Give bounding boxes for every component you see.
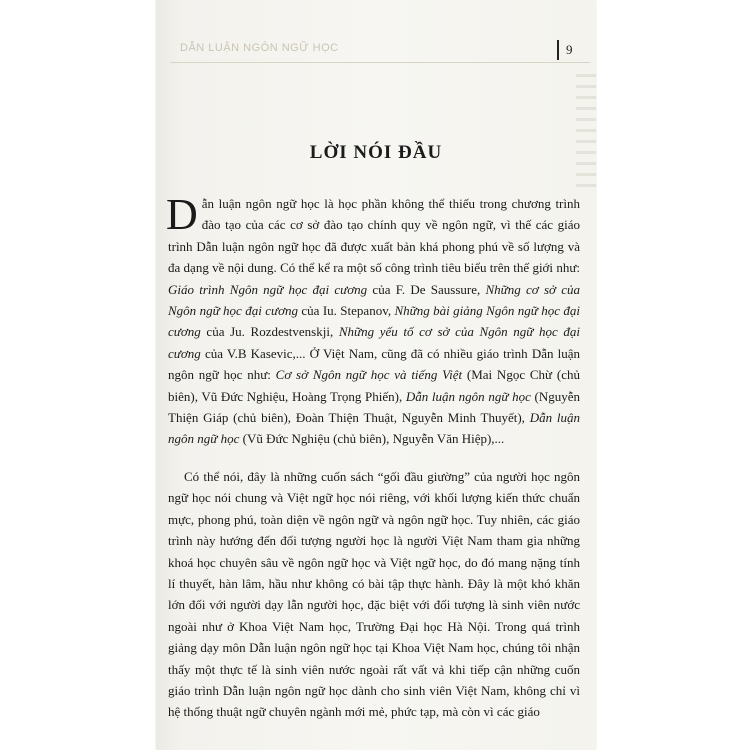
running-header-title: DẪN LUẬN NGÔN NGỮ HỌC (180, 42, 339, 54)
drop-cap: D (166, 190, 198, 239)
text-run: ẫn luận ngôn ngữ học là học phần không thể thiếu trong chương trình đào tạo của các cơ sở đào tạo chính quy về ngôn ngữ, vì thế các giáo trình Dẫn luận ngôn ngữ học đã được xuất bản khá phong phú về số lượng và đa dạng về nội dung. Có thể kể ra một số công trình tiêu biểu trên thế giới như: (168, 196, 580, 276)
text-run: của F. De Saussure, (367, 281, 486, 297)
text-run: (Vũ Đức Nghiệu (chủ biên), Nguyễn Văn Hiệp),... (239, 431, 505, 447)
body-text (166, 190, 580, 739)
book-title: Cơ sở Ngôn ngữ học và tiếng Việt (275, 367, 463, 383)
page-number: 9 (566, 42, 573, 57)
text-run: của Ju. Rozdestvenskji, (200, 324, 339, 340)
paragraph-2: Có thể nói, đây là những cuốn sách “gối đầu giường” của người học ngôn ngữ học nói chung và Việt ngữ học nói riêng, với khối lượng kiến thức chuẩn mực, phong phú, toàn diện về ngôn ngữ và ngôn ngữ học. Tuy nhiên, các giáo trình này hướng đến đối tượng người học là người Việt Nam tham gia những khoá học chuyên sâu về ngôn ngữ học và Việt ngữ học, do đó mang nặng tính lí thuyết, hàn lâm, hầu như không có bài tập thực hành. Đây là một khó khăn lớn đối với người dạy lẫn người học, đặc biệt với đối tượng là sinh viên nước ngoài như ở Khoa Việt Nam học, Trường Đại học Hà Nội. Trong quá trình giảng dạy môn Dẫn luận ngôn ngữ học tại Khoa Việt Nam học, chúng tôi nhận thấy một thực tế là sinh viên nước ngoài rất vất vả khi tiếp cận những cuốn giáo trình Dẫn luận ngôn ngữ học dành cho sinh viên Việt Nam, không chỉ vì hệ thống thuật ngữ chuyên ngành mới mẻ, phức tạp, mà còn vì các giáo (168, 468, 580, 720)
book-page (156, 0, 596, 750)
header-divider (557, 40, 559, 60)
book-title: Dẫn luận ngôn ngữ học (405, 388, 531, 404)
book-title: Dẫn luận ngôn ngữ học (168, 410, 580, 447)
paragraph-1 (166, 190, 580, 450)
book-title: Những yếu tố cơ sở của Ngôn ngữ học đại cương (168, 324, 580, 361)
book-title: Những cơ sở của Ngôn ngữ học đại cương (168, 281, 580, 319)
book-title: Giáo trình Ngôn ngữ học đại cương (168, 281, 368, 297)
text-run: của V.B Kasevic,... Ở Việt Nam, cũng đã có nhiều giáo trình Dẫn luận ngôn ngữ học như: (168, 345, 580, 383)
chapter-title: LỜI NÓI ĐẦU (309, 142, 443, 163)
text-run: (Nguyễn Thiện Giáp (chủ biên), Đoàn Thiện Thuật, Nguyễn Minh Thuyết), (168, 388, 580, 426)
text-run: (Mai Ngọc Chừ (chủ biên), Vũ Đức Nghiệu, Hoàng Trọng Phiến), (168, 367, 580, 404)
text-run: của Iu. Stepanov, (298, 303, 395, 319)
running-header (170, 40, 590, 63)
book-title: Những bài giảng Ngôn ngữ học đại cương (168, 303, 580, 340)
show-through-text (576, 74, 596, 194)
